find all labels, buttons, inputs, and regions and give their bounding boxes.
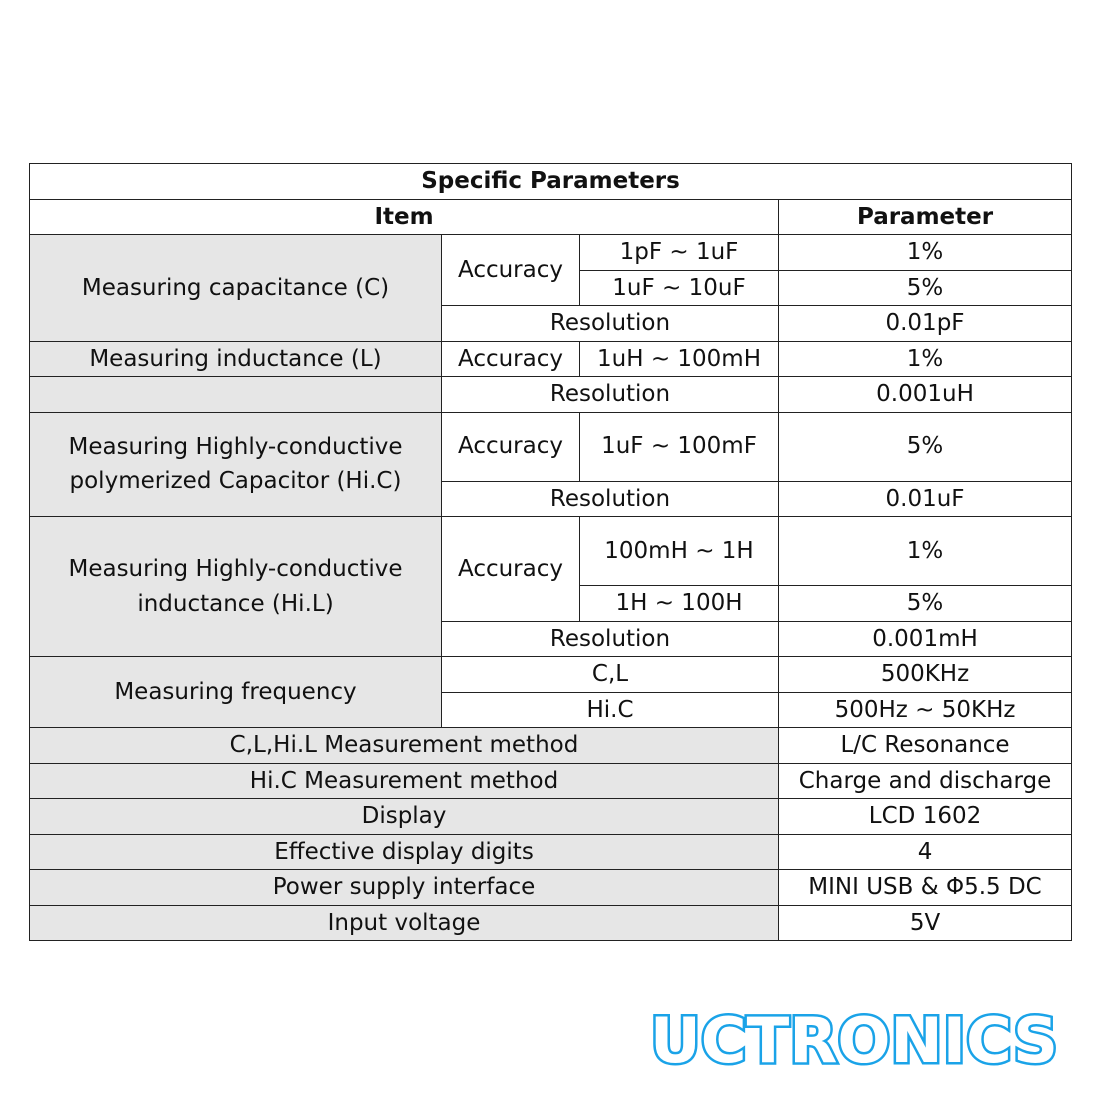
table-title: Specific Parameters xyxy=(30,164,1072,200)
table-row xyxy=(30,834,1072,870)
row-parameter: 5V xyxy=(779,905,1072,941)
hil-range-2: 1H ~ 100H xyxy=(580,586,779,622)
frequency-sub-2: Hi.C xyxy=(442,692,779,728)
row-parameter: Charge and discharge xyxy=(779,763,1072,799)
inductance-range-1: 1uH ~ 100mH xyxy=(580,341,779,377)
hil-resolution-value: 0.001mH xyxy=(779,621,1072,657)
inductance-resolution-label: Resolution xyxy=(442,377,779,413)
row-parameter: L/C Resonance xyxy=(779,728,1072,764)
hil-accuracy-label: Accuracy xyxy=(442,517,580,622)
capacitance-range-2: 1uF ~ 10uF xyxy=(580,270,779,306)
row-parameter: MINI USB & Φ5.5 DC xyxy=(779,870,1072,906)
hic-label xyxy=(30,412,442,517)
inductance-label: Measuring inductance (L) xyxy=(30,341,442,377)
row-parameter: 4 xyxy=(779,834,1072,870)
row-item: Power supply interface xyxy=(30,870,779,906)
capacitance-resolution-value: 0.01pF xyxy=(779,306,1072,342)
table-row xyxy=(30,763,1072,799)
row-parameter: LCD 1602 xyxy=(779,799,1072,835)
inductance-resolution-value: 0.001uH xyxy=(779,377,1072,413)
hil-resolution-label: Resolution xyxy=(442,621,779,657)
hil-value-1: 1% xyxy=(779,517,1072,586)
header-item: Item xyxy=(30,199,779,235)
table-row xyxy=(30,870,1072,906)
hic-resolution-label: Resolution xyxy=(442,481,779,517)
table-row xyxy=(30,799,1072,835)
inductance-accuracy-label: Accuracy xyxy=(442,341,580,377)
row-item: C,L,Hi.L Measurement method xyxy=(30,728,779,764)
capacitance-range-1: 1pF ~ 1uF xyxy=(580,235,779,271)
frequency-sub-1: C,L xyxy=(442,657,779,693)
capacitance-value-1: 1% xyxy=(779,235,1072,271)
frequency-value-2: 500Hz ~ 50KHz xyxy=(779,692,1072,728)
inductance-label-continued xyxy=(30,377,442,413)
hic-resolution-value: 0.01uF xyxy=(779,481,1072,517)
hic-label-line-1: Measuring Highly-conductive xyxy=(68,433,403,460)
row-item: Hi.C Measurement method xyxy=(30,763,779,799)
inductance-value-1: 1% xyxy=(779,341,1072,377)
row-item: Input voltage xyxy=(30,905,779,941)
header-parameter: Parameter xyxy=(779,199,1072,235)
hic-range-1: 1uF ~ 100mF xyxy=(580,412,779,481)
frequency-label: Measuring frequency xyxy=(30,657,442,728)
row-item: Effective display digits xyxy=(30,834,779,870)
specific-parameters-table xyxy=(29,163,1072,941)
hil-label-line-2: inductance (Hi.L) xyxy=(137,590,334,617)
hil-label-line-1: Measuring Highly-conductive xyxy=(68,556,403,582)
table-row xyxy=(30,905,1072,941)
row-item: Display xyxy=(30,799,779,835)
capacitance-accuracy-label: Accuracy xyxy=(442,235,580,306)
hic-accuracy-label: Accuracy xyxy=(442,412,580,481)
capacitance-resolution-label: Resolution xyxy=(442,306,779,342)
uctronics-logo xyxy=(648,1012,1060,1068)
capacitance-label: Measuring capacitance (C) xyxy=(30,235,442,342)
hic-label-line-2: polymerized Capacitor (Hi.C) xyxy=(69,468,402,495)
hil-range-1: 100mH ~ 1H xyxy=(580,517,779,586)
capacitance-value-2: 5% xyxy=(779,270,1072,306)
hil-value-2: 5% xyxy=(779,586,1072,622)
hic-value-1: 5% xyxy=(779,412,1072,481)
uctronics-logo-text: UCTRONICS xyxy=(650,1012,1058,1068)
hil-label xyxy=(30,517,442,657)
frequency-value-1: 500KHz xyxy=(779,657,1072,693)
table-row xyxy=(30,728,1072,764)
